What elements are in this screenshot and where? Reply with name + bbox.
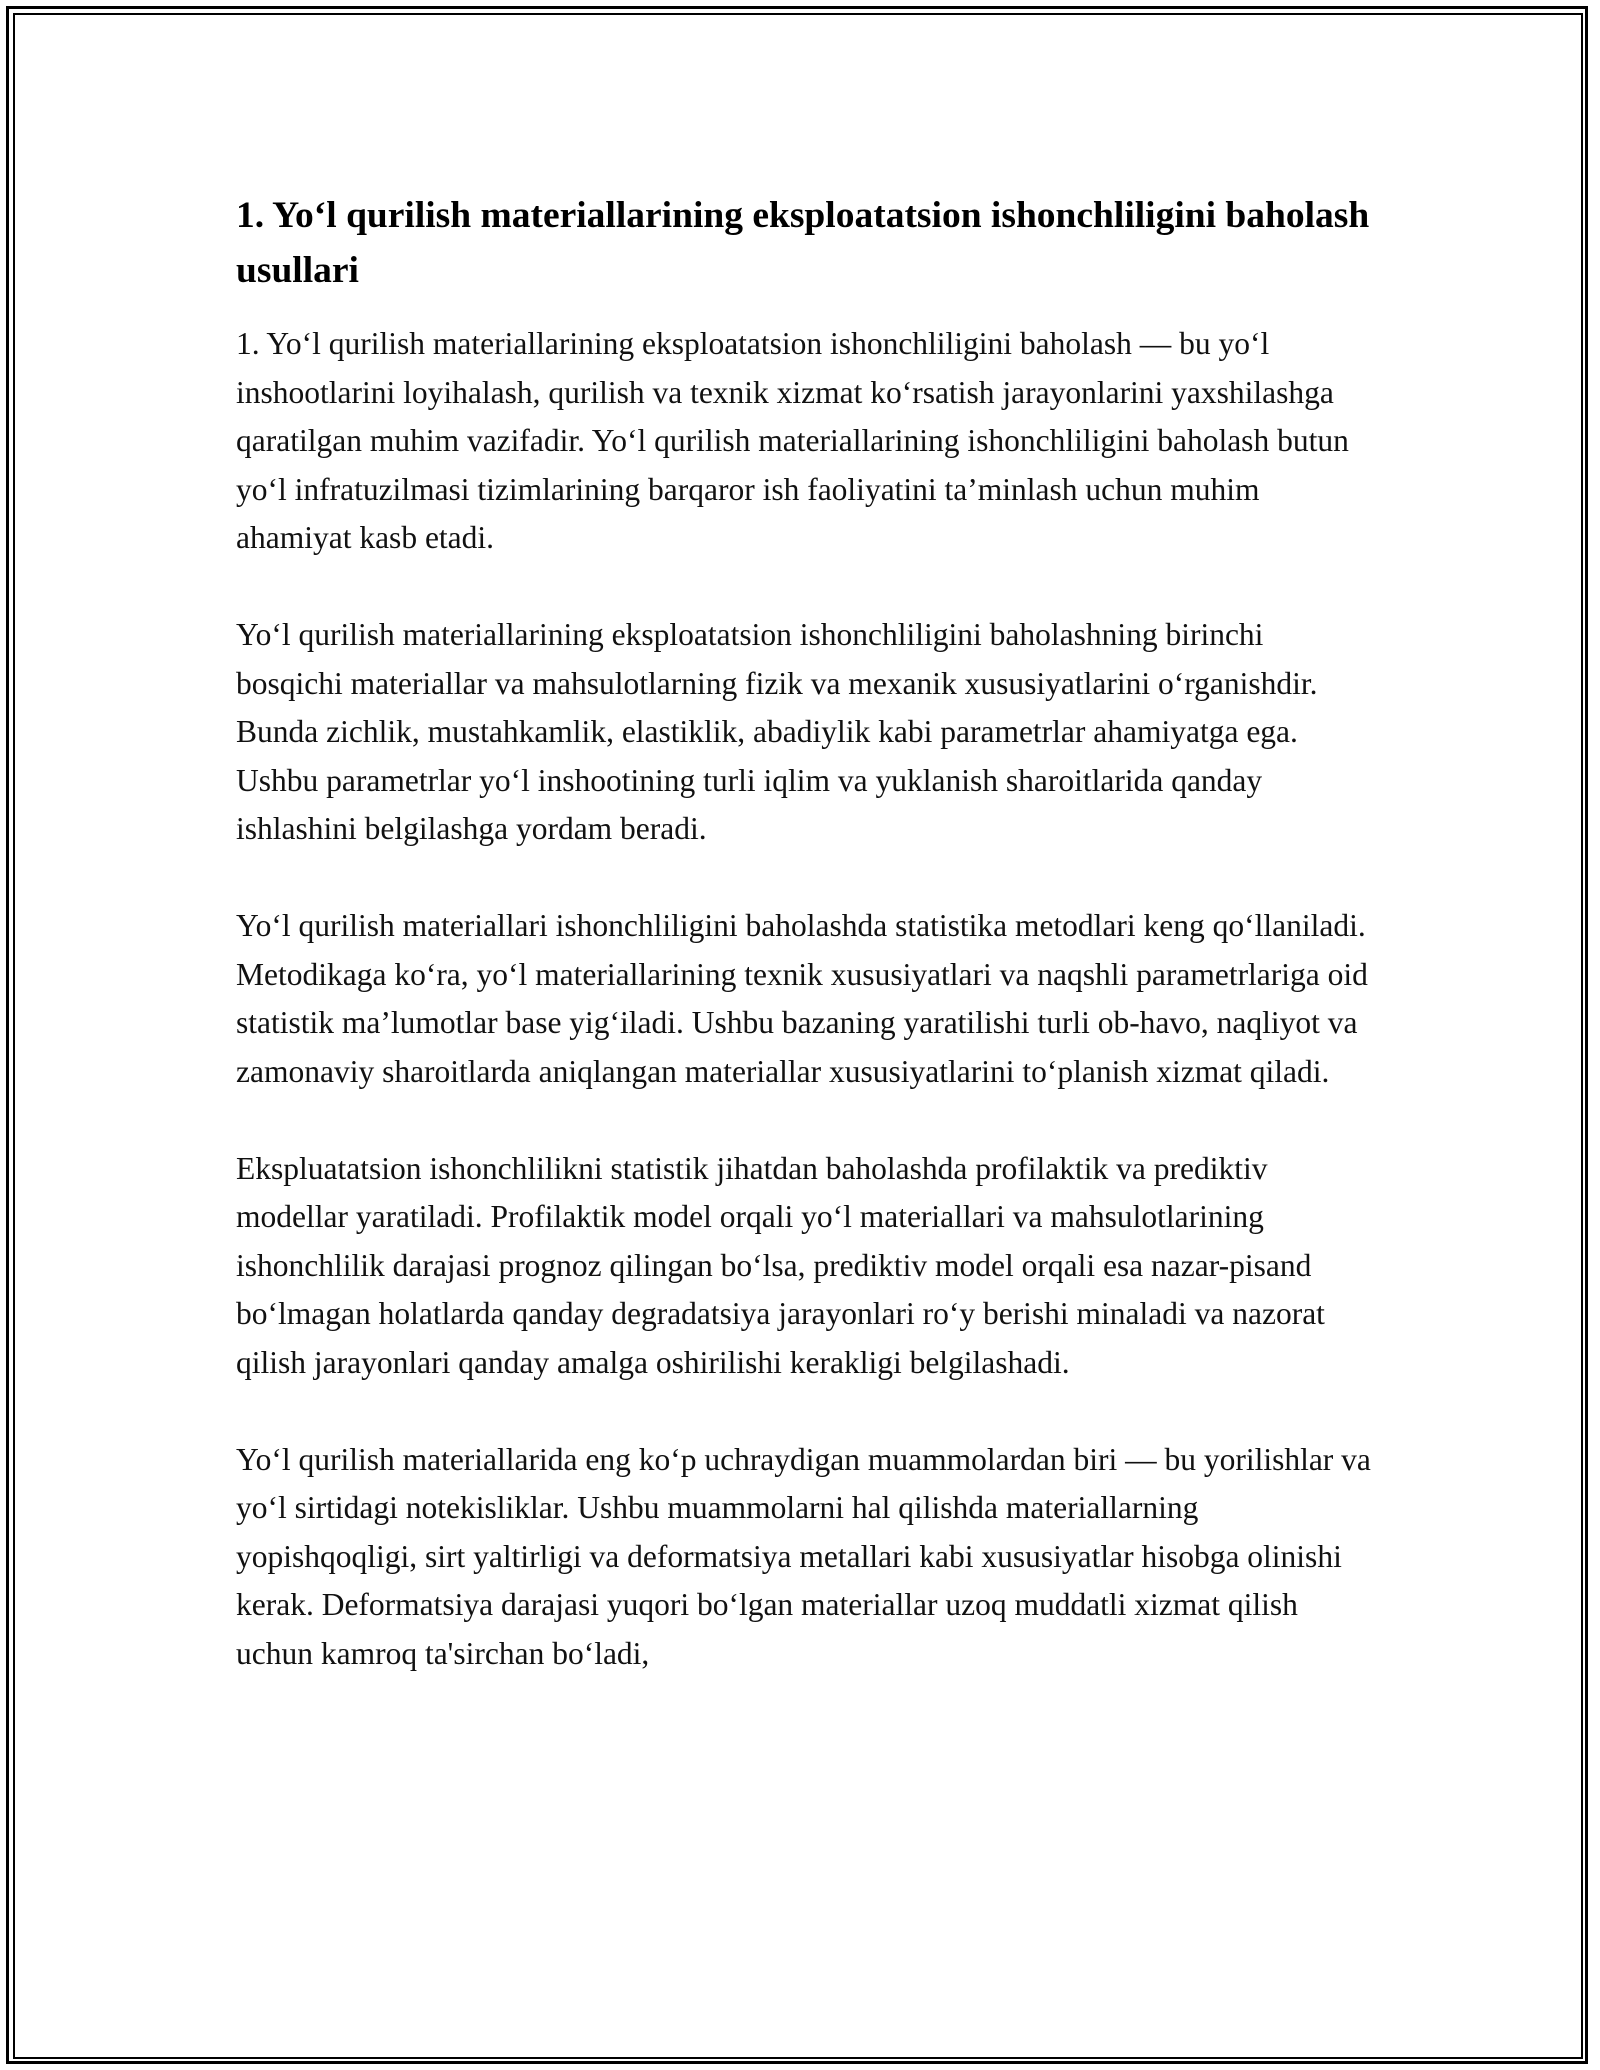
paragraph-2: Yo‘l qurilish materiallarining eksploatatsion ishonchliligini baholashning birinchi bosqichi materiallar va mahsulotlarning fizik va mexanik xususiyatlarini o‘rganishdir. Bunda zichlik, mustahkamlik, elastiklik, abadiylik kabi parametrlar ahamiyatga ega. Ushbu parametrlar yo‘l inshootining turli iqlim va yuklanish sharoitlarida qanday ishlashini belgilashga yordam beradi. [236, 617, 1318, 846]
paragraph-1: 1. Yo‘l qurilish materiallarining eksploatatsion ishonchliligini baholash — bu yo‘l inshootlarini loyihalash, qurilish va texnik xizmat ko‘rsatish jarayonlarini yaxshilashga qaratilgan muhim vazifadir. Yo‘l qurilish materiallarining ishonchliligini baholash butun yo‘l infratuzilmasi tizimlarining barqaror ish faoliyatini ta’minlash uchun muhim ahamiyat kasb etadi. [236, 326, 1349, 555]
paragraph-3: Yo‘l qurilish materiallari ishonchliligini baholashda statistika metodlari keng qo‘llaniladi. Metodikaga ko‘ra, yo‘l materiallarining texnik xususiyatlari va naqshli parametrlariga oid statistik ma’lumotlar base yig‘iladi. Ushbu bazaning yaratilishi turli ob-havo, naqliyot va zamonaviy sharoitlarda aniqlangan materiallar xususiyatlarini to‘planish xizmat qiladi. [236, 908, 1368, 1089]
section-heading: 1. Yo‘l qurilish materiallarining eksploatatsion ishonchliligini baholash usullari [236, 195, 1370, 291]
paragraph-4: Ekspluatatsion ishonchlilikni statistik jihatdan baholashda profilaktik va prediktiv modellar yaratiladi. Profilaktik model orqali yo‘l materiallari va mahsulotlarining ishonchlilik darajasi prognoz qilingan bo‘lsa, prediktiv model orqali esa nazar-pisand bo‘lmagan holatlarda qanday degradatsiya jarayonlari ro‘y berishi minaladi va nazorat qilish jarayonlari qanday amalga oshirilishi kerakligi belgilashadi. [236, 1150, 1325, 1380]
document-body [236, 188, 1376, 1727]
paragraph-5: Yo‘l qurilish materiallarida eng ko‘p uchraydigan muammolardan biri — bu yorilishlar va yo‘l sirtidagi notekisliklar. Ushbu muammolarni hal qilishda materiallarning yopishqoqligi, sirt yaltirligi va deformatsiya metallari kabi xususiyatlar hisobga olinishi kerak. Deformatsiya darajasi yuqori bo‘lgan materiallar uzoq muddatli xizmat qilish uchun kamroq ta'sirchan bo‘ladi, [236, 1441, 1371, 1671]
